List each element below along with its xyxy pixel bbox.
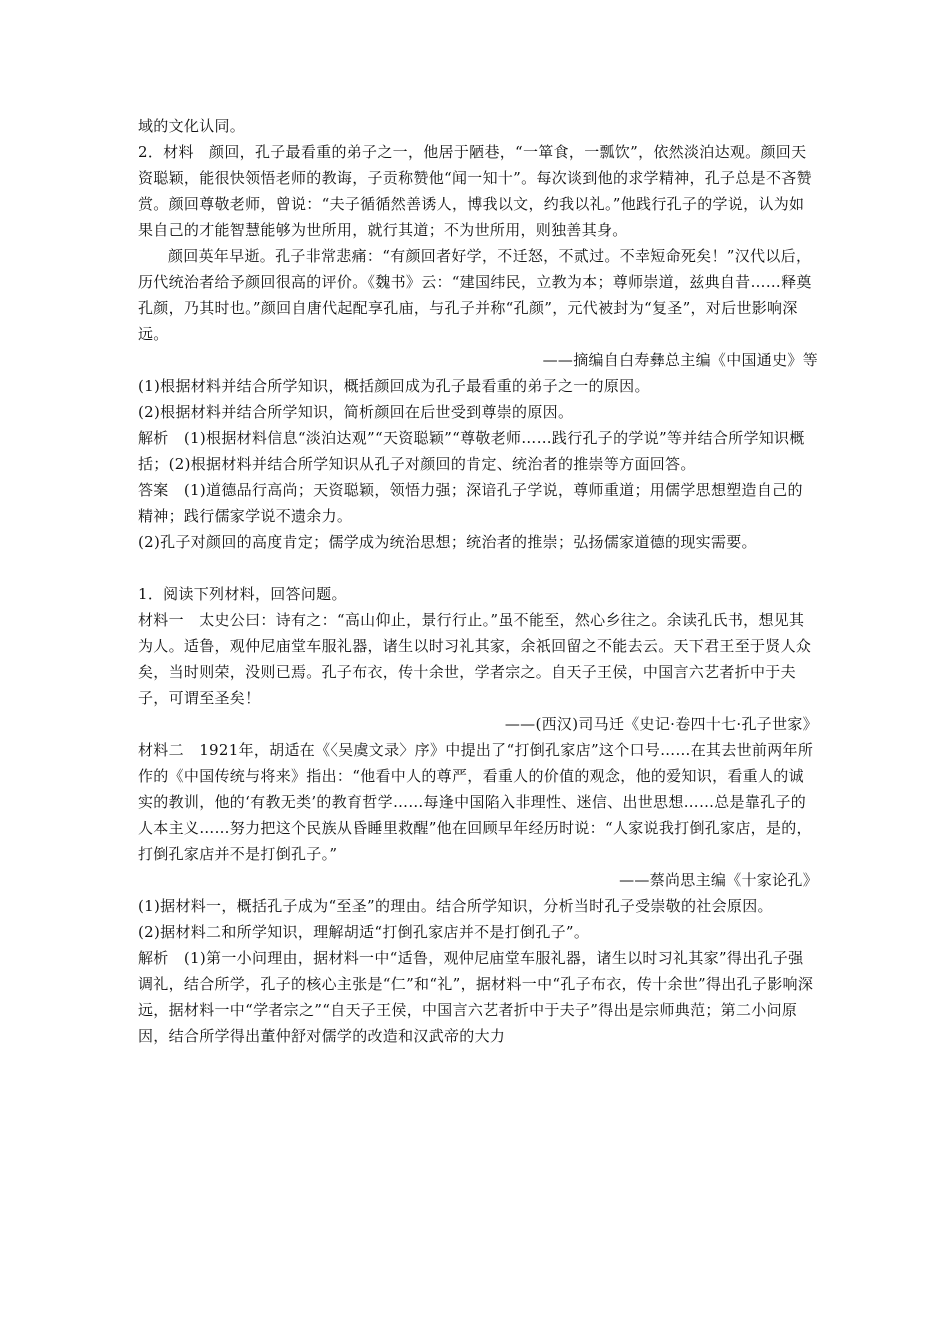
q2-source: ——摘编自白寿彝总主编《中国通史》等 <box>542 351 818 369</box>
q1-analysis: 解析 (1)第一小问理由，据材料一中“适鲁，观仲尼庙堂车服礼器，诸生以时习礼其家”得出孔子强调礼，结合所学，孔子的核心主张是“仁”和“礼”，据材料一中“孔子布衣，传十余世”得出孔子影响深远，据材料一中“学者宗之”“自天子王侯，中国言六艺者折中于夫子”得出是宗师典范；第二小问原因，结合所学得出董仲舒对儒学的改造和汉武帝的大力 <box>138 949 814 1045</box>
continuation-line: 域的文化认同。 <box>138 117 246 135</box>
document-page <box>138 113 818 1049</box>
q2-analysis: 解析 (1)根据材料信息“淡泊达观”“天资聪颖”“尊敬老师……践行孔子的学说”等并结合所学知识概括；(2)根据材料并结合所学知识从孔子对颜回的肯定、统治者的推崇等方面回答。 <box>138 429 805 473</box>
section-gap <box>138 555 818 581</box>
q2-answer-1: 答案 (1)道德品行高尚；天资聪颖，领悟力强；深谙孔子学说，尊师重道；用儒学思想塑造自己的精神；践行儒家学说不遗余力。 <box>138 481 803 525</box>
q1-source-1: ——(西汉)司马迁《史记·卷四十七·孔子世家》 <box>504 715 818 733</box>
q2-subquestion-1: (1)根据材料并结合所学知识，概括颜回成为孔子最看重的弟子之一的原因。 <box>138 377 650 395</box>
q2-material-paragraph-2: 颜回英年早逝。孔子非常悲痛：“有颜回者好学，不迁怒，不贰过。不幸短命死矣！”汉代以后，历代统治者给予颜回很高的评价。《魏书》云：“建国纬民，立教为本；尊师崇道，兹典自昔……释奠孔颜，乃其时也。”颜回自唐代起配享孔庙，与孔子并称“孔颜”，元代被封为“复圣”，对后世影响深远。 <box>138 247 812 343</box>
q1-material-1: 材料一 太史公曰：诗有之：“高山仰止，景行行止。”虽不能至，然心乡往之。余读孔氏书，想见其为人。适鲁，观仲尼庙堂车服礼器，诸生以时习礼其家，余祇回留之不能去云。天下君王至于贤人众矣，当时则荣，没则已焉。孔子布衣，传十余世，学者宗之。自天子王侯，中国言六艺者折中于夫子，可谓至圣矣！ <box>138 611 812 707</box>
q1-material-2: 材料二 1921年，胡适在《〈吴虞文录〉序》中提出了“打倒孔家店”这个口号……在其去世前两年所作的《中国传统与将来》指出：“他看中人的尊严，看重人的价值的观念，他的爱知识，看重人的诚实的教训，他的‘有教无类’的教育哲学……每逢中国陷入非理性、迷信、出世思想……总是靠孔子的人本主义……努力把这个民族从昏睡里救醒”他在回顾早年经历时说：“人家说我打倒孔家店，是的，打倒孔家店并不是打倒孔子。” <box>138 741 814 863</box>
q1-subquestion-2: (2)据材料二和所学知识，理解胡适“打倒孔家店并不是打倒孔子”。 <box>138 923 590 941</box>
q1-source-2: ——蔡尚思主编《十家论孔》 <box>619 871 818 889</box>
q2-subquestion-2: (2)根据材料并结合所学知识，简析颜回在后世受到尊崇的原因。 <box>138 403 574 421</box>
q1-heading: 1．阅读下列材料，回答问题。 <box>138 585 347 603</box>
q2-material: 2．材料 颜回，孔子最看重的弟子之一，他居于陋巷，“一箪食，一瓢饮”，依然淡泊达观。颜回天资聪颖，能很快领悟老师的教诲，子贡称赞他“闻一知十”。每次谈到他的求学精神，孔子总是不吝赞赏。颜回尊敬老师，曾说：“夫子循循然善诱人，博我以文，约我以礼。”他践行孔子的学说，认为如果自己的才能智慧能够为世所用，就行其道；不为世所用，则独善其身。 <box>138 143 812 239</box>
q1-subquestion-1: (1)据材料一，概括孔子成为“至圣”的理由。结合所学知识，分析当时孔子受崇敬的社会原因。 <box>138 897 773 915</box>
q2-answer-2: (2)孔子对颜回的高度肯定；儒学成为统治思想；统治者的推崇；弘扬儒家道德的现实需要。 <box>138 533 757 551</box>
